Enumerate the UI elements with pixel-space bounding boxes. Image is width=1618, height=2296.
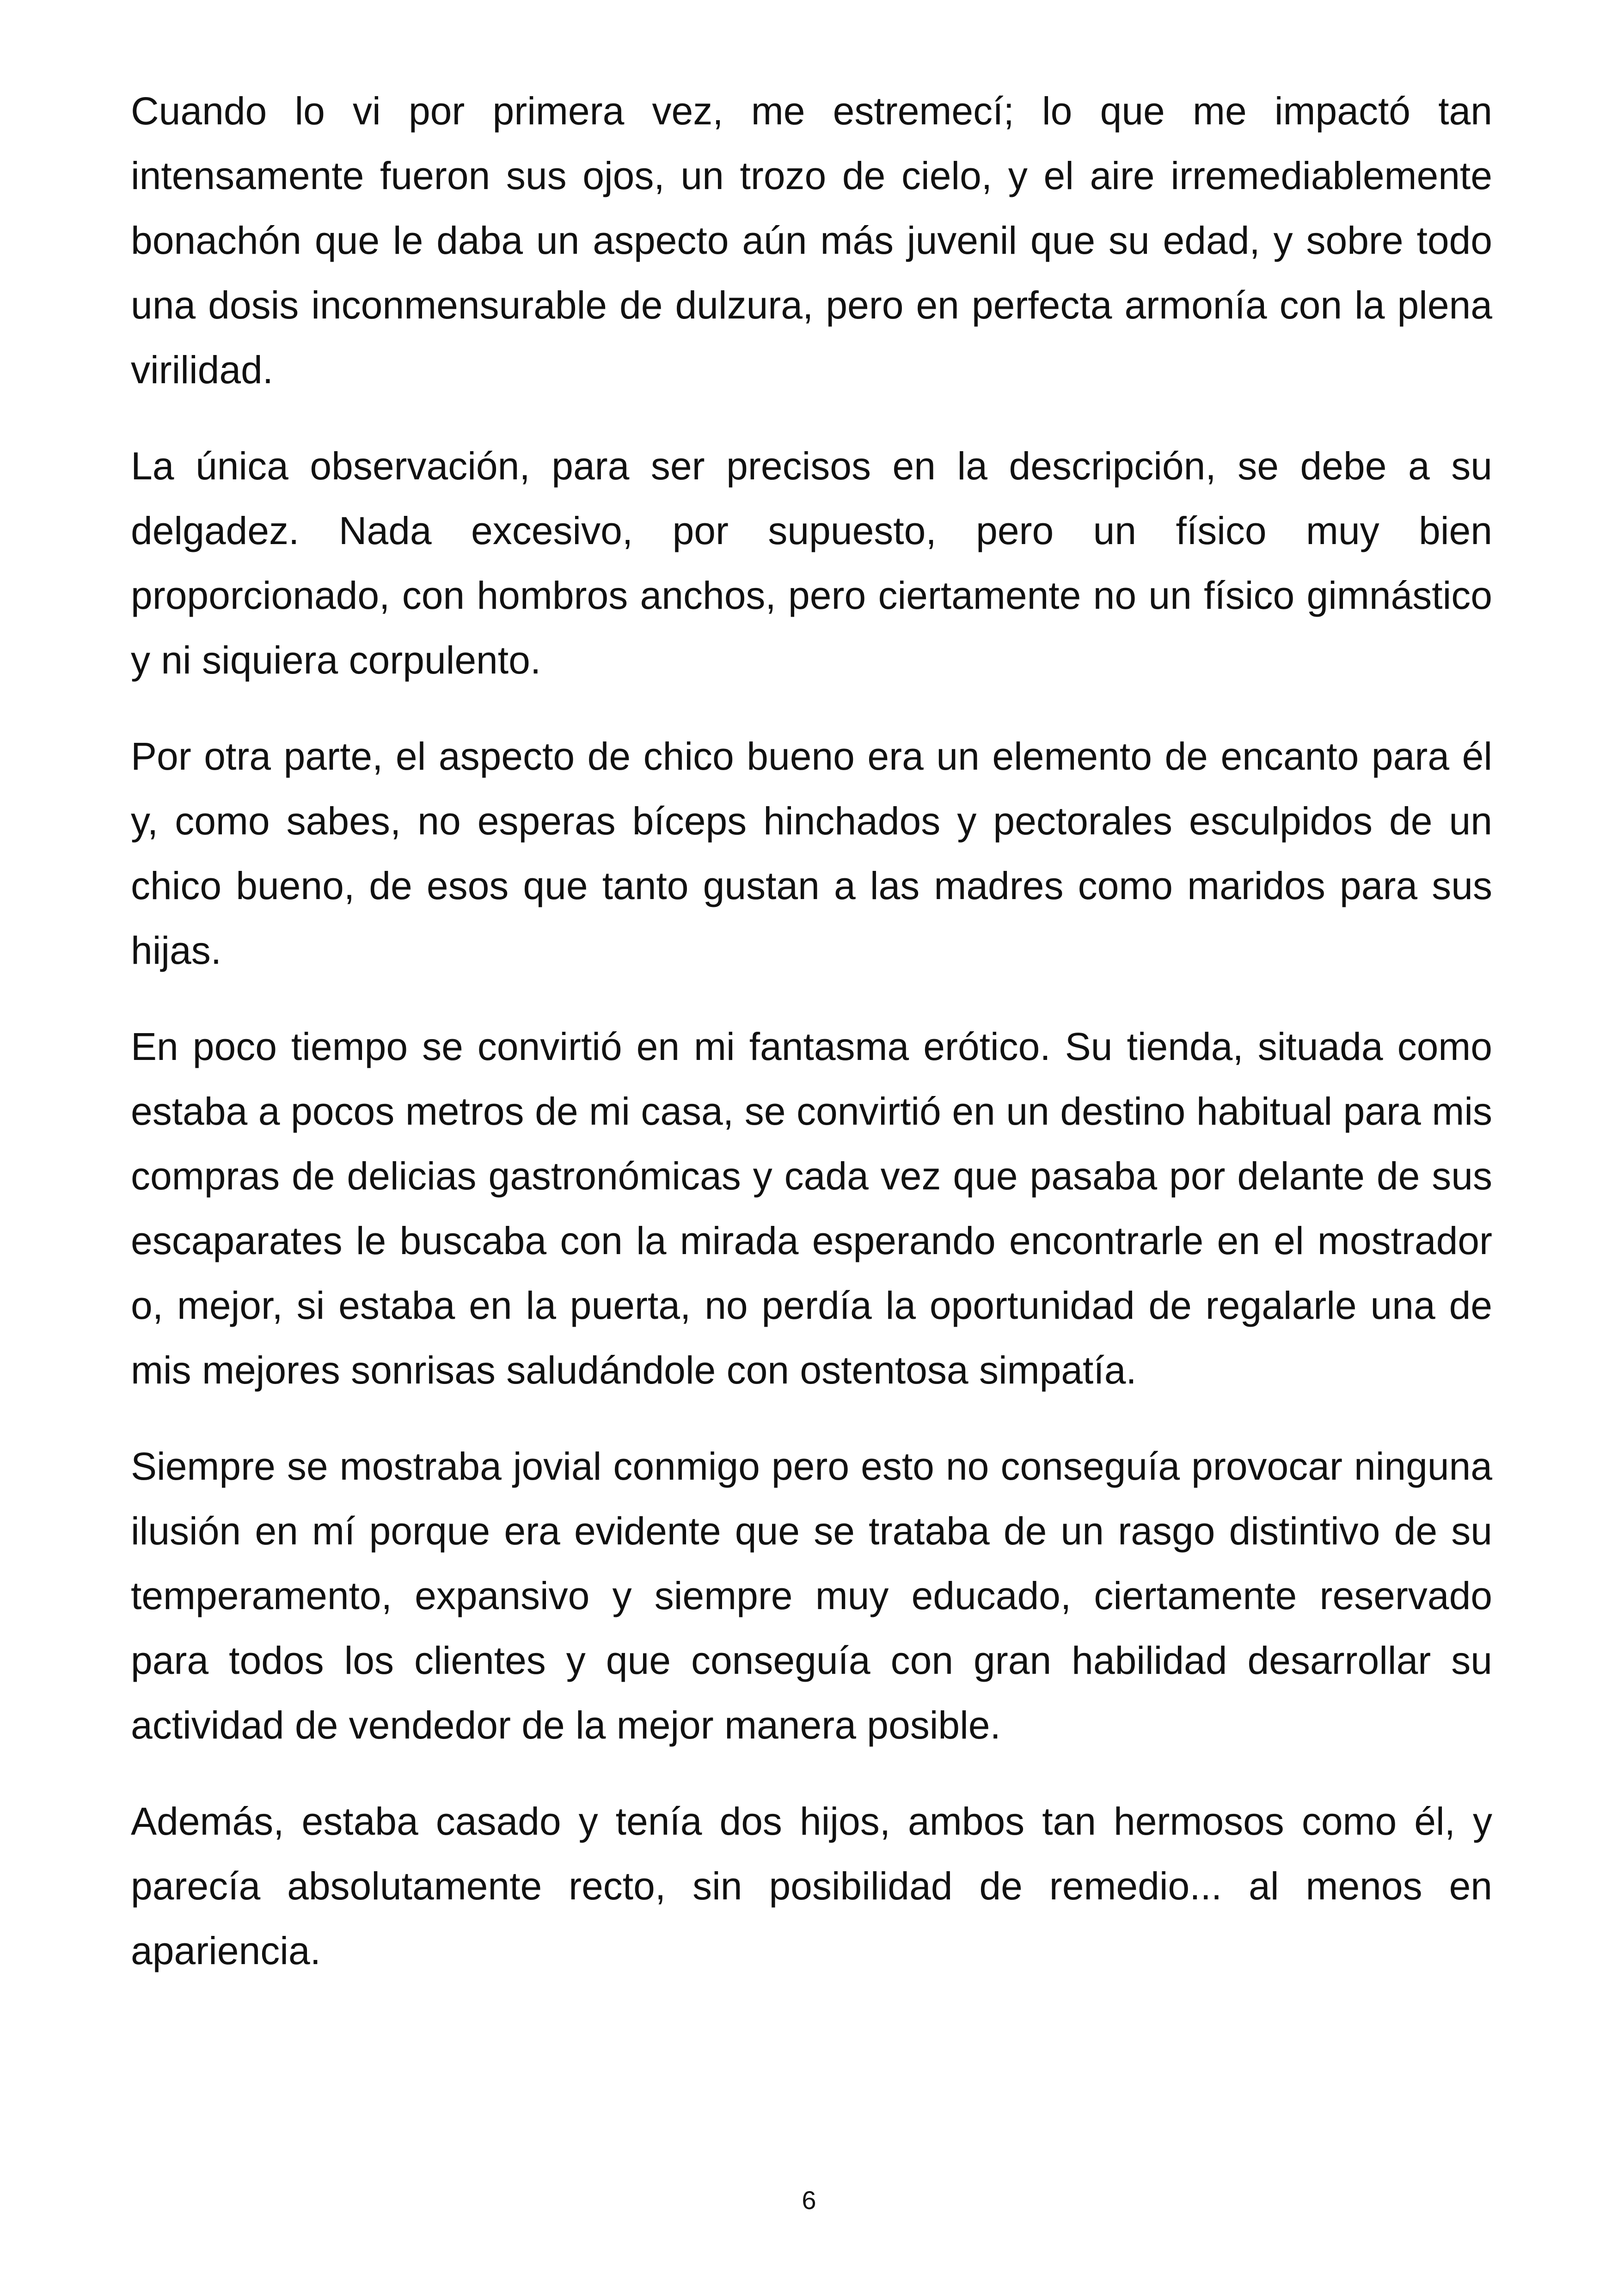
paragraph-1: Cuando lo vi por primera vez, me estremecí; lo que me impactó tan intensamente fueron sus ojos, un trozo de cielo, y el aire irremediablemente bonachón que le daba un aspecto aún más juvenil que su edad, y sobre todo una dosis inconmensurable de dulzura, pero en perfecta armonía con la plena virilidad. [131, 89, 1492, 392]
paragraph-4: En poco tiempo se convirtió en mi fantasma erótico. Su tienda, situada como estaba a pocos metros de mi casa, se convirtió en un destino habitual para mis compras de delicias gastronómicas y cada vez que pasaba por delante de sus escaparates le buscaba con la mirada esperando encontrarle en el mostrador o, mejor, si estaba en la puerta, no perdía la oportunidad de regalarle una de mis mejores sonrisas saludándole con ostentosa simpatía. [131, 1025, 1492, 1392]
paragraph-5: Siempre se mostraba jovial conmigo pero esto no conseguía provocar ninguna ilusión en mí porque era evidente que se trataba de un rasgo distintivo de su temperamento, expansivo y siempre muy educado, ciertamente reservado para todos los clientes y que conseguía con gran habilidad desarrollar su actividad de vendedor de la mejor manera posible. [131, 1445, 1492, 1747]
paragraph-6: Además, estaba casado y tenía dos hijos, ambos tan hermosos como él, y parecía absolutamente recto, sin posibilidad de remedio... al menos en apariencia. [131, 1800, 1492, 1972]
page-number: 6 [802, 2186, 816, 2215]
paragraph-2: La única observación, para ser precisos en la descripción, se debe a su delgadez. Nada excesivo, por supuesto, pero un físico muy bien proporcionado, con hombros anchos, pero ciertamente no un físico gimnástico y ni siquiera corpulento. [131, 444, 1492, 682]
paragraph-3: Por otra parte, el aspecto de chico bueno era un elemento de encanto para él y, como sabes, no esperas bíceps hinchados y pectorales esculpidos de un chico bueno, de esos que tanto gustan a las madres como maridos para sus hijas. [131, 735, 1492, 972]
document-body [131, 79, 1492, 1983]
